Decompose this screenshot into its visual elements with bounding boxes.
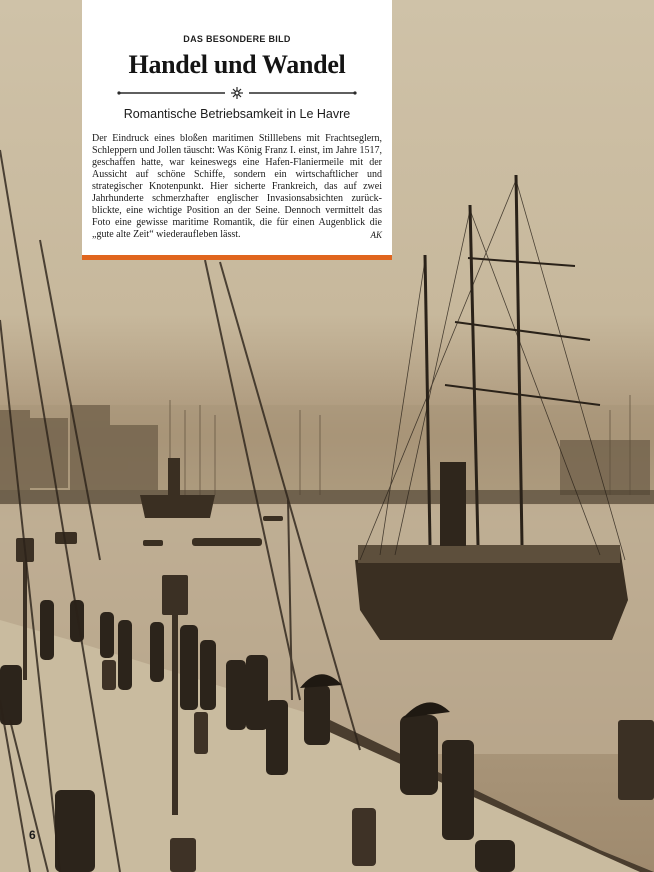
accent-bar <box>82 255 392 260</box>
body-text: Der Eindruck eines bloßen maritimen Stilllebens mit Frachtseglern, Schleppern und Jollen täuscht: Was König Franz I. einst, im Jahre 1517, geschaffen hatte, war keineswegs eine Hafen-Flaniermeile mit der Aussicht auf schöne Schiffe, sondern ein wirtschaftlicher und strategischer Knotenpunkt. Hier sicherte Frankreich, das auf zwei Jahrhunderte schmerzhafter englischer Invasionsabsichten zurückblickte, eine wichtige Position an der Seine. Dennoch vermittelt das Foto eine gewisse maritime Romantik, die für einen Augenblick die „gute alte Zeit“ wiederaufleben lässt. <box>92 133 382 240</box>
article-body <box>92 133 382 241</box>
smokestack <box>440 462 466 546</box>
author-initials: AK <box>370 230 382 240</box>
section-kicker: DAS BESONDERE BILD <box>183 34 291 44</box>
far-quay <box>0 490 654 504</box>
page-number: 6 <box>29 828 36 842</box>
article-subtitle: Romantische Betriebsamkeit in Le Havre <box>123 107 351 121</box>
article-headline: Handel und Wandel <box>128 50 346 79</box>
article-info-box <box>82 0 392 256</box>
ornament-divider <box>117 86 357 100</box>
